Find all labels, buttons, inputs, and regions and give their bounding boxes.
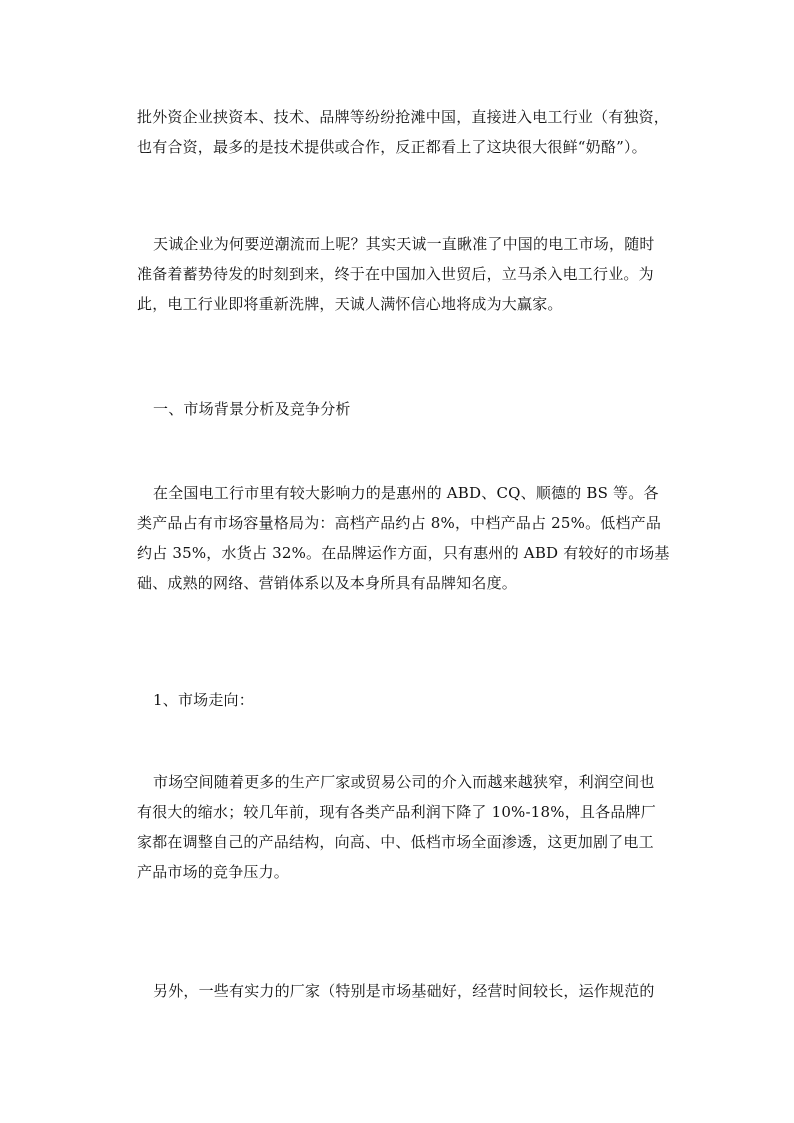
text-line: 一、市场背景分析及竞争分析 [153, 400, 351, 418]
text-line: 类产品占有市场容量格局为：高档产品约占 8%，中档产品占 25%。低档产品 [137, 514, 662, 532]
paragraph-foreign-enterprises [137, 102, 677, 162]
text-line: 在全国电工行市里有较大影响力的是惠州的 ABD、CQ、顺德的 BS 等。各 [153, 484, 659, 502]
text-line: 批外资企业挟资本、技术、品牌等纷纷抢滩中国，直接进入电工行业（有独资， [137, 108, 670, 126]
text-line: 准备着蓄势待发的时刻到来，终于在中国加入世贸后，立马杀入电工行业。为 [137, 265, 654, 283]
text-line: 另外，一些有实力的厂家（特别是市场基础好，经营时间较长，运作规范的 [153, 982, 655, 1000]
text-line: 约占 35%，水货占 32%。在品牌运作方面，只有惠州的 ABD 有较好的市场基 [137, 544, 670, 562]
text-line: 础、成熟的网络、营销体系以及本身所具有品牌知名度。 [137, 574, 518, 592]
text-line: 市场空间随着更多的生产厂家或贸易公司的介入而越来越狭窄，利润空间也 [153, 773, 655, 791]
text-line: 天诚企业为何要逆潮流而上呢？其实天诚一直瞅准了中国的电工市场，随时 [153, 235, 655, 253]
text-line: 1、市场走向： [153, 691, 254, 709]
text-line: 也有合资，最多的是技术提供或合作，反正都看上了这块很大很鲜“奶酪”）。 [137, 138, 647, 156]
paragraph-market-space [137, 767, 677, 887]
text-line: 家都在调整自己的产品结构，向高、中、低档市场全面渗透，这更加剧了电工 [137, 833, 654, 851]
text-line: 产品市场的竞争压力。 [137, 863, 290, 881]
paragraph-tiancheng-entry [137, 229, 677, 319]
paragraph-market-landscape [137, 478, 677, 598]
paragraph-strong-manufacturers [137, 976, 677, 1006]
text-line: 此，电工行业即将重新洗牌，天诚人满怀信心地将成为大赢家。 [137, 295, 563, 313]
subheading-market-trend [137, 685, 677, 715]
text-line: 有很大的缩水；较几年前，现有各类产品利润下降了 10%-18%，且各品牌厂 [137, 803, 656, 821]
section-heading-market-analysis [137, 394, 677, 424]
